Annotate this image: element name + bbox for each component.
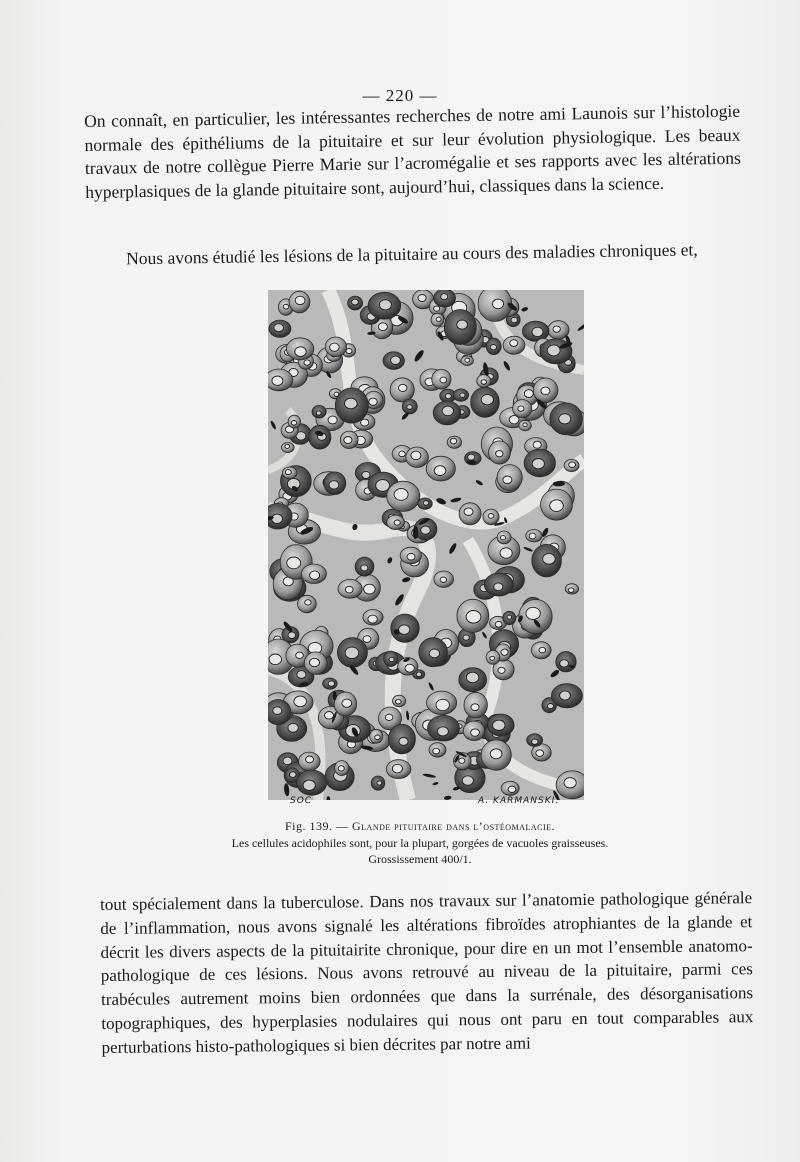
cell-nucleus [378, 323, 387, 331]
paragraph-1 [84, 100, 741, 205]
cell-nucleus [533, 441, 541, 448]
cell-nucleus [494, 583, 503, 591]
cell-nucleus [466, 611, 481, 624]
figure-number: Fig. 139. [284, 819, 333, 833]
cell-nucleus [481, 380, 486, 385]
cell-nucleus [434, 466, 446, 476]
cell-nucleus [394, 489, 408, 501]
cell-nucleus [399, 384, 407, 391]
figure-caption [150, 818, 690, 868]
cell-nucleus [329, 481, 339, 489]
cell-nucleus [328, 681, 334, 686]
cell-nucleus [396, 699, 402, 704]
cell-nucleus [471, 704, 479, 711]
cell-nucleus [287, 557, 301, 569]
cell-nucleus [376, 480, 390, 492]
cell-nucleus [569, 462, 576, 468]
cell-nucleus [550, 500, 564, 512]
cell-nucleus [362, 471, 370, 478]
engraver-signature: A. KARMANSKI. [478, 796, 560, 806]
caption-line-2: Les cellules acidophiles sont, pour la plupart, gorgées de vacuoles graisseuses. [231, 835, 609, 850]
cell-nucleus [405, 664, 414, 672]
cell-nucleus [440, 377, 447, 383]
cell-nucleus [498, 667, 505, 673]
cell-nucleus [391, 356, 401, 364]
caption-title-line: Fig. 139. — Glande pituitaire dans l’ostéomalacie. [284, 819, 556, 833]
cell-nucleus [364, 584, 376, 594]
cell-nucleus [328, 416, 337, 424]
cell-nucleus [377, 781, 382, 785]
cell-nucleus [465, 358, 470, 362]
cell-nucleus [369, 398, 377, 405]
cell-nucleus [568, 588, 574, 593]
cell-nucleus [445, 394, 451, 399]
cell-nucleus [273, 707, 282, 715]
cell-nucleus [394, 520, 400, 525]
cell-nucleus [304, 360, 310, 365]
cell-nucleus [524, 390, 533, 398]
cell-nucleus [464, 508, 473, 516]
cell-nucleus [411, 451, 421, 460]
draftsman-signature: SOC [290, 796, 313, 806]
cell-nucleus [346, 349, 352, 354]
cell-nucleus [272, 376, 283, 385]
caption-line-3: Grossissement 400/1. [368, 852, 472, 866]
cell-nucleus [418, 295, 426, 302]
cell-nucleus [361, 565, 368, 571]
cell-nucleus [290, 772, 297, 778]
cell-nucleus [560, 691, 571, 700]
cell-nucleus [344, 437, 352, 444]
cell-nucleus [434, 306, 440, 311]
cell-nucleus [457, 320, 468, 329]
cell-nucleus [345, 398, 358, 409]
cell-nucleus [463, 635, 469, 640]
cell-nucleus [492, 299, 503, 309]
paragraph-1-text: On connaît, en particulier, les intéressantes recherches de notre ami Launois sur l’histologie normale des épithéliums de la pituitaire et sur leur évolution physiologique. Les beaux travaux de notre collègue Pierre Marie sur l’acromégalie et ses rapports avec les altérations hyperplasiques de la glande pituitaire sont, aujourd’hui, classiques dans la science. [84, 100, 741, 202]
fibroblast-nucleus [333, 691, 337, 700]
cell-nucleus [345, 586, 353, 593]
cell-nucleus [501, 536, 506, 540]
cell-nucleus [433, 748, 440, 754]
cell-nucleus [288, 723, 298, 732]
cell-nucleus [291, 421, 296, 426]
cell-nucleus [436, 317, 441, 321]
cell-nucleus [285, 470, 291, 475]
cell-nucleus [462, 776, 473, 785]
cell-nucleus [285, 444, 290, 448]
cell-nucleus [294, 696, 307, 707]
cell-nucleus [503, 476, 512, 484]
cell-nucleus [501, 649, 508, 655]
cell-nucleus [399, 738, 408, 746]
cell-nucleus [274, 324, 284, 332]
cell-nucleus [466, 672, 478, 683]
cell-nucleus [481, 394, 493, 404]
cell-nucleus [490, 345, 496, 350]
cell-nucleus [303, 780, 315, 790]
cell-nucleus [510, 340, 518, 347]
cell-nucleus [407, 553, 415, 560]
cell-nucleus [352, 299, 359, 305]
cell-nucleus [564, 778, 576, 788]
cell-nucleus [423, 501, 428, 506]
paragraph-2-text: Nous avons étudié les lésions de la pituitaire au cours des maladies chroniques et, [126, 239, 698, 269]
cell-nucleus [407, 405, 412, 410]
cell-nucleus [272, 514, 283, 523]
cell-nucleus [437, 727, 448, 736]
cell-nucleus [442, 406, 453, 416]
cell-nucleus [518, 406, 524, 411]
cell-nucleus [507, 615, 512, 619]
cell-nucleus [330, 343, 340, 351]
cell-nucleus [385, 714, 393, 720]
cell-nucleus [288, 632, 296, 639]
paragraph-3 [100, 886, 754, 1059]
cell-nucleus [547, 345, 560, 356]
cell-nucleus [511, 317, 517, 322]
page-number: — 220 — [362, 86, 438, 105]
cell-nucleus [508, 786, 516, 792]
cell-nucleus [325, 712, 334, 720]
cell-nucleus [295, 347, 306, 357]
paragraph-2 [84, 238, 740, 272]
cell-nucleus [389, 657, 394, 661]
figure-title: Glande pituitaire dans l’ostéomalacie. [352, 819, 556, 833]
cell-nucleus [529, 533, 536, 539]
cell-nucleus [490, 749, 502, 759]
cell-nucleus [493, 720, 505, 730]
cell-nucleus [297, 671, 306, 679]
cell-nucleus [392, 764, 402, 773]
cell-nucleus [553, 326, 560, 332]
cell-nucleus [338, 766, 344, 771]
cell-nucleus [532, 327, 543, 336]
cell-nucleus [375, 735, 380, 740]
cell-nucleus [468, 454, 475, 460]
cell-nucleus [310, 571, 320, 580]
cell-nucleus [429, 649, 439, 658]
cell-nucleus [283, 304, 289, 309]
cell-nucleus [490, 656, 495, 660]
cell-nucleus [379, 300, 391, 310]
cell-nucleus [500, 548, 512, 558]
cell-nucleus [305, 600, 311, 605]
cell-nucleus [543, 553, 556, 564]
cell-nucleus [295, 296, 305, 304]
cell-nucleus [488, 514, 494, 519]
cell-nucleus [440, 577, 446, 582]
cell-nucleus [532, 739, 538, 744]
cell-nucleus [532, 459, 544, 469]
cell-nucleus [547, 704, 553, 709]
cell-nucleus [560, 660, 569, 667]
cell-nucleus [541, 387, 550, 395]
cell-nucleus [450, 438, 456, 444]
cell-nucleus [523, 423, 527, 427]
cell-nucleus [460, 393, 465, 397]
histology-plate [268, 290, 584, 800]
cell-nucleus [436, 699, 449, 710]
cell-nucleus [316, 411, 321, 415]
cell-nucleus [269, 654, 281, 665]
cell-nucleus [310, 658, 320, 666]
cell-nucleus [345, 647, 359, 659]
cell-nucleus [363, 636, 371, 643]
cell-nucleus [342, 699, 352, 707]
cell-nucleus [361, 419, 369, 426]
paragraph-3-text: tout spécialement dans la tuberculose. Dans nos travaux sur l’anatomie pathologique générale de l’inflammation, nous avons signalé les altérations fibroïdes atrophiantes de la glande et décrit les divers aspects de la pituitairite chronique, pour dire en un mot l’ensemble anatomo-pathologique de ces lésions. Nous avons retrouvé au niveau de la pituitaire, parmi ces trabécules autrement moins bien ordonnées que dans la surrénale, des désorganisations topographiques, des hyperplasies nodulaires qui nous ont paru en tout comparables aux perturbations histo-pathologiques si bien décrites par notre ami [100, 888, 754, 1057]
cell-nucleus [559, 414, 571, 424]
cell-nucleus [283, 757, 292, 765]
cell-nucleus [441, 294, 448, 300]
cell-nucleus [399, 625, 410, 635]
cell-nucleus [536, 750, 544, 757]
cell-nucleus [459, 758, 465, 763]
cell-nucleus [539, 647, 546, 653]
cell-nucleus [306, 756, 314, 763]
cell-nucleus [471, 729, 480, 736]
cell-nucleus [296, 652, 304, 658]
cell-nucleus [399, 451, 406, 457]
cell-nucleus [496, 451, 503, 457]
cell-nucleus [416, 672, 421, 677]
cell-nucleus [368, 615, 377, 623]
cell-nucleus [495, 621, 502, 627]
histology-illustration [268, 290, 584, 800]
cell-nucleus [421, 526, 431, 534]
cell-nucleus [526, 607, 540, 619]
